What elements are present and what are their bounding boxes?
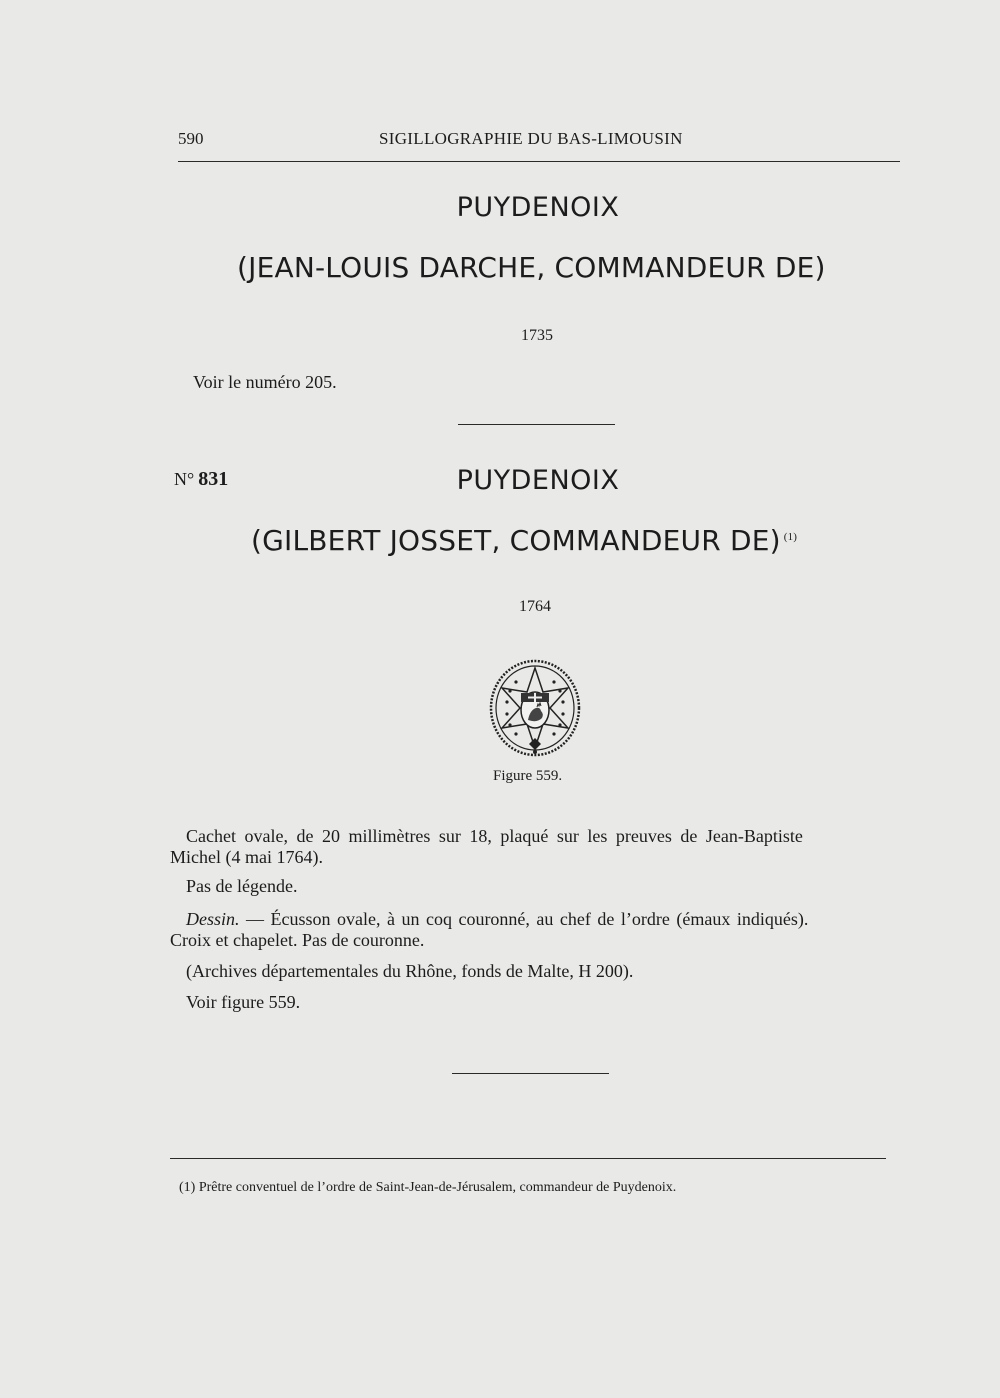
figure-caption: Figure 559. xyxy=(493,768,563,784)
paragraph-3-label: Dessin. xyxy=(186,909,240,929)
entry-2-subtitle-text: (GILBERT JOSSET, COMMANDEUR DE) xyxy=(251,524,781,557)
seal-figure xyxy=(488,658,582,758)
paragraph-3-text: — Écusson ovale, à un coq couronné, au chef de l’ordre (émaux indiqués). xyxy=(239,909,809,929)
footnote-rule xyxy=(170,1158,886,1159)
running-title: SIGILLOGRAPHIE DU BAS-LIMOUSIN xyxy=(379,129,683,148)
page-number: 590 xyxy=(178,129,204,148)
paragraph-4: (Archives départementales du Rhône, fonds de Malte, H 200). xyxy=(186,961,634,981)
entry-1-title: PUYDENOIX xyxy=(456,192,620,223)
entry-2-title: PUYDENOIX xyxy=(456,465,620,496)
footnote-text: (1) Prêtre conventuel de l’ordre de Saint-Jean-de-Jérusalem, commandeur de Puydenoix. xyxy=(179,1180,677,1195)
paragraph-1-line-1: Cachet ovale, de 20 millimètres sur 18, plaqué sur les preuves de Jean-Baptiste xyxy=(186,826,803,846)
entry-1-note: Voir le numéro 205. xyxy=(193,372,337,392)
header-rule xyxy=(178,161,900,162)
entry-number-value: 831 xyxy=(198,468,229,490)
seal-drawing xyxy=(488,658,582,758)
footnote-reference: (1) xyxy=(783,530,798,543)
paragraph-2: Pas de légende. xyxy=(186,876,298,896)
entry-1-year: 1735 xyxy=(521,327,553,344)
section-separator xyxy=(458,424,615,425)
paragraph-1-line-2: Michel (4 mai 1764). xyxy=(170,847,323,867)
end-separator xyxy=(452,1073,609,1074)
entry-1-subtitle: (JEAN-LOUIS DARCHE, COMMANDEUR DE) xyxy=(237,251,826,284)
paragraph-3-line-2: Croix et chapelet. Pas de couronne. xyxy=(170,930,425,950)
entry-2-subtitle xyxy=(251,524,797,557)
paragraph-5: Voir figure 559. xyxy=(186,992,301,1012)
entry-2-year: 1764 xyxy=(519,598,551,615)
paragraph-3-line-1 xyxy=(186,909,808,930)
entry-number-label: N° xyxy=(174,469,195,489)
